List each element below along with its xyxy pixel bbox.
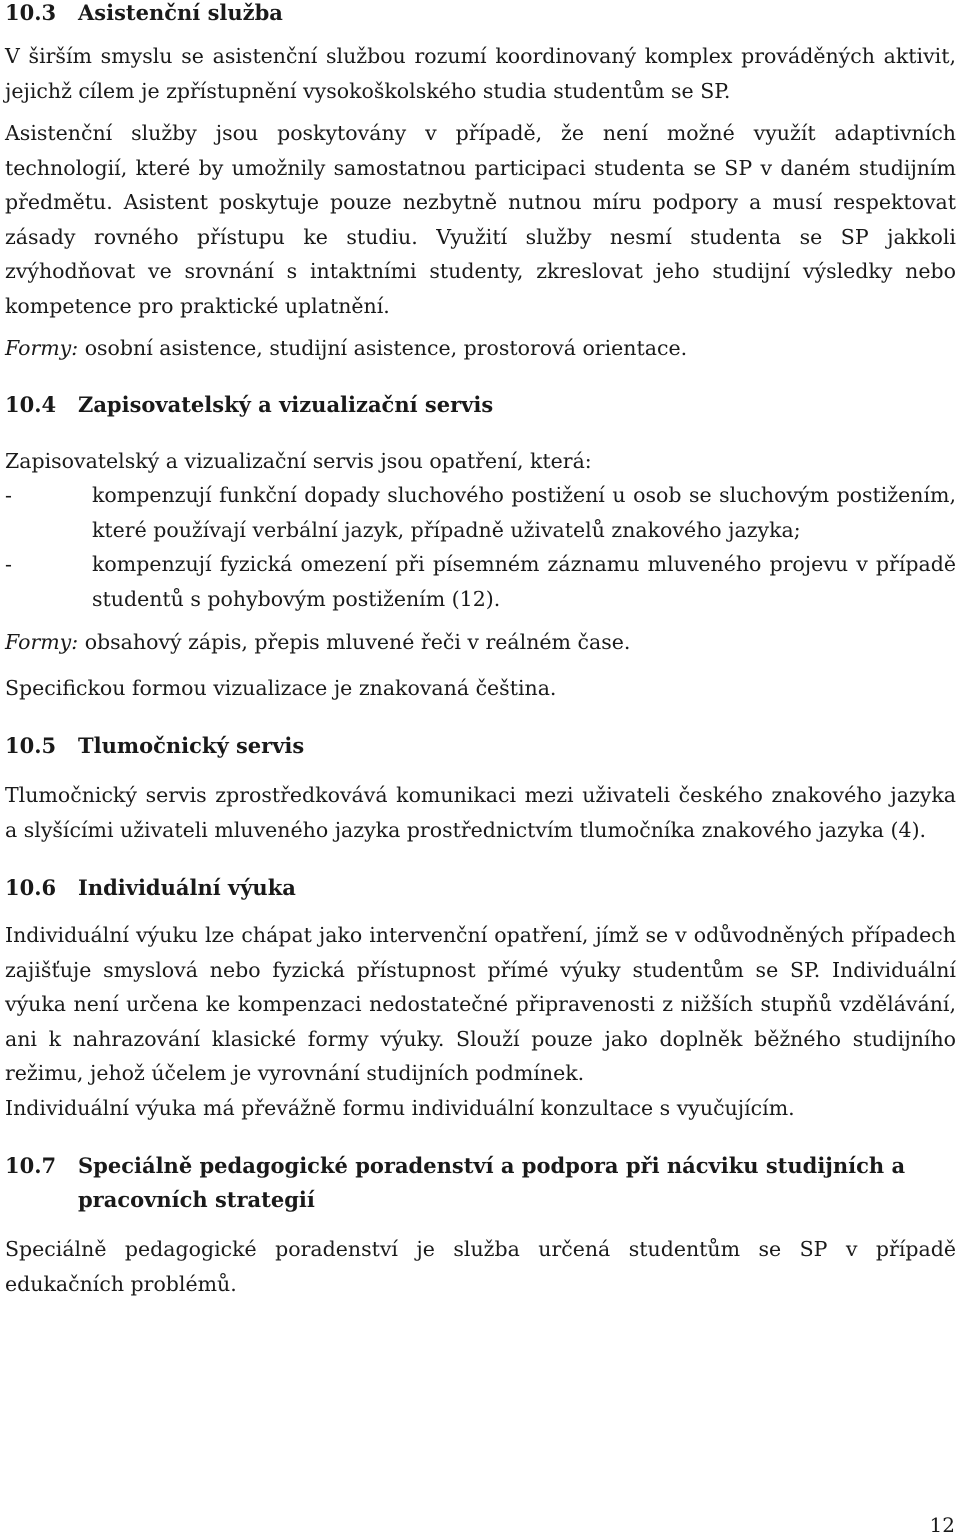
paragraph: Asistenční služby jsou poskytovány v případě, že není možné využít adaptivních technologií, které by umožnily samostatnou participaci studenta se SP v daném studijním předmětu. Asistent poskytuje pouze nezbytně nutnou míru podpory a musí respektovat zásady rovného přístupu ke studiu. Využití služby nesmí studenta se SP jakkoli zvýhodňovat ve srovnání s intaktními studenty, zkreslovat jeho studijní výsledky nebo kompetence pro praktické uplatnění. (5, 121, 956, 318)
section-number: 10.4 (5, 391, 57, 417)
section-heading-10-6 (5, 871, 956, 905)
forms-line (5, 331, 956, 366)
forms-line (5, 625, 956, 660)
document-page (5, 0, 956, 1301)
section-title: Tlumočnický servis (78, 733, 305, 758)
forms-text: obsahový zápis, přepis mluvené řeči v reálném čase. (78, 630, 631, 654)
paragraph: Specifickou formou vizualizace je znakovaná čeština. (5, 675, 557, 700)
paragraph: Zapisovatelský a vizualizační servis jsou opatření, která: (5, 448, 592, 473)
section-title: Individuální výuka (78, 875, 296, 900)
section-number: 10.5 (5, 733, 57, 758)
section-title: Speciálně pedagogické poradenství a podpora při nácviku studijních a pracovních strategií (78, 1153, 906, 1212)
dash-list (5, 478, 956, 616)
paragraph: Individuální výuku lze chápat jako intervenční opatření, jímž se v odůvodněných případech zajišťuje smyslová nebo fyzická přístupnost přímé výuky studentům se SP. Individuální výuka není určena ke kompenzaci nedostatečné připravenosti z nižších stupňů vzdělávání, ani k nahrazování klasické formy výuky. Slouží pouze jako doplněk běžného studijního režimu, jehož účelem je vyrovnání studijních podmínek. (5, 923, 956, 1085)
section-heading-10-4 (5, 388, 956, 422)
section-heading-10-7 (5, 1149, 956, 1217)
section-heading-10-5 (5, 729, 956, 763)
list-item: - kompenzují fyzická omezení při písemném záznamu mluveného projevu v případě studentů s pohybovým postižením (12). (5, 547, 956, 616)
forms-text: osobní asistence, studijní asistence, prostorová orientace. (78, 336, 688, 360)
section-number: 10.6 (5, 875, 57, 900)
forms-label: Formy: (5, 630, 79, 654)
paragraph: Individuální výuka má převážně formu individuální konzultace s vyučujícím. (5, 1095, 795, 1120)
forms-label: Formy: (5, 336, 79, 360)
section-number: 10.7 (5, 1153, 57, 1178)
section-number: 10.3 (5, 0, 57, 25)
paragraph: V širším smyslu se asistenční službou rozumí koordinovaný komplex prováděných aktivit, jejichž cílem je zpřístupnění vysokoškolského studia studentům se SP. (5, 44, 956, 103)
list-item: - kompenzují funkční dopady sluchového postižení u osob se sluchovým postižením, které používají verbální jazyk, případně uživatelů znakového jazyka; (5, 478, 956, 547)
section-heading-10-3 (5, 0, 956, 30)
section-title: Zapisovatelský a vizualizační servis (78, 391, 494, 417)
section-title: Asistenční služba (78, 0, 283, 25)
paragraph: Speciálně pedagogické poradenství je služba určená studentům se SP v případě edukačních problémů. (5, 1237, 956, 1296)
paragraph: Tlumočnický servis zprostředkovává komunikaci mezi uživateli českého znakového jazyka a slyšícími uživateli mluveného jazyka prostřednictvím tlumočníka znakového jazyka (4). (5, 783, 956, 842)
page-number: 12 (929, 1513, 955, 1537)
